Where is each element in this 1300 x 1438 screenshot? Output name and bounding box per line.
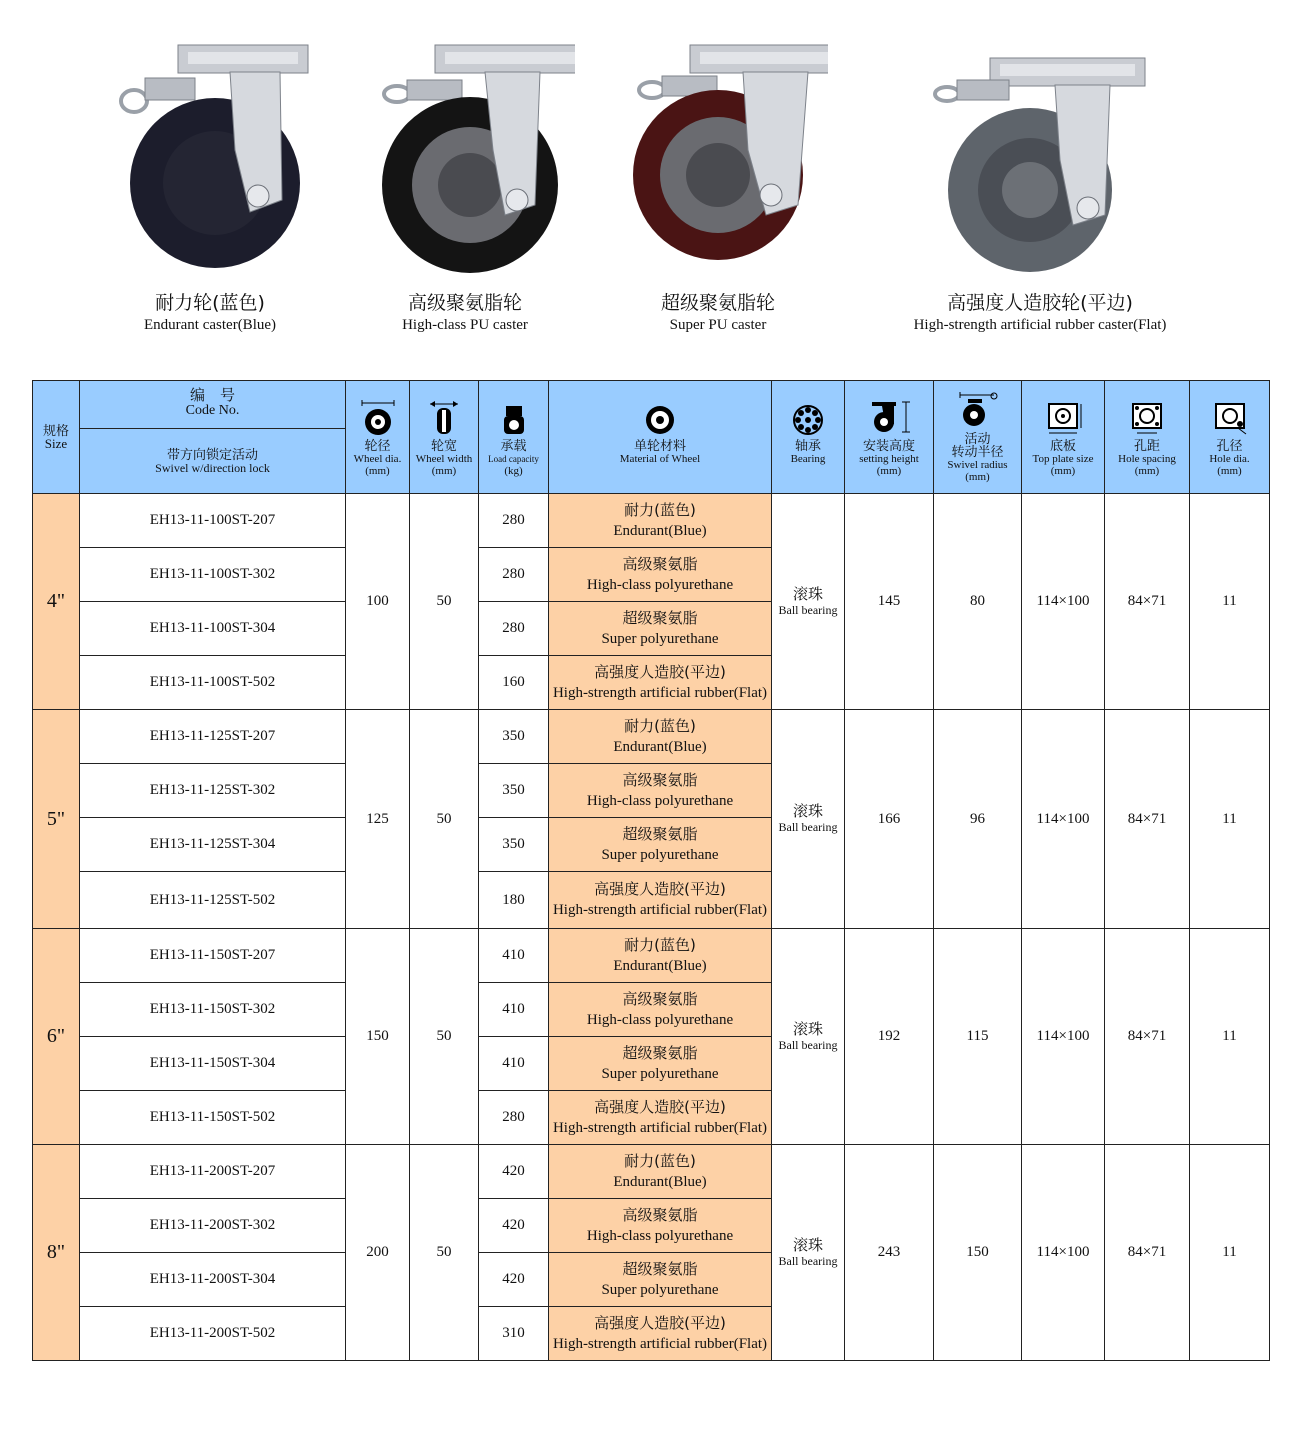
wheel-dia-icon [358,398,398,436]
bearing-zh: 滚珠 [792,1235,823,1254]
material-en: Endurant(Blue) [613,1173,707,1190]
material-en: Super polyurethane [601,630,719,647]
product-card [100,0,320,350]
material-cell [549,872,772,929]
code-cell: EH13-11-200ST-302 [80,1199,346,1253]
material-zh: 高级聚氨脂 [622,554,698,573]
header-hole-spacing [1105,381,1190,494]
wheel-dia-cell: 150 [346,929,410,1145]
product-name-zh: 超级聚氨脂轮 [660,292,775,314]
header-load-zh: 承载 [500,438,527,454]
setting-height-icon [864,398,914,436]
material-cell [549,656,772,710]
table-row [33,710,1270,764]
header-load-unit: (kg) [504,464,523,477]
header-wheel-dia-en: Wheel dia. [353,452,402,465]
bearing-en: Ball bearing [778,1253,838,1268]
material-en: Super polyurethane [601,1065,719,1082]
bearing-en: Ball bearing [778,820,838,834]
load-cell: 420 [479,1253,549,1307]
material-en: Endurant(Blue) [613,738,707,755]
wheel-width-cell: 50 [410,1145,479,1361]
plate-cell: 114×100 [1022,1145,1105,1361]
load-cell: 350 [479,818,549,872]
material-en: Super polyurethane [601,846,719,863]
product-name-en: High-class PU caster [402,317,528,333]
caster-image [100,0,320,285]
code-cell: EH13-11-100ST-302 [80,548,346,602]
size-cell: 5" [33,710,80,929]
material-en: High-class polyurethane [586,1011,734,1028]
swivel-radius-icon [954,391,1002,429]
material-cell [549,1253,772,1307]
bearing-icon [788,398,828,436]
header-plate [1022,381,1105,494]
material-en: Super polyurethane [601,1281,719,1298]
header-material-zh: 单轮材料 [633,438,686,454]
table-row [33,1145,1270,1199]
load-cell: 280 [479,602,549,656]
plate-cell: 114×100 [1022,710,1105,929]
header-swivel-radius-zh2: 转动半径 [951,445,1004,460]
header-swivel-lock-en: Swivel w/direction lock [155,460,270,475]
material-zh: 高强度人造胶(平边) [594,1097,726,1116]
product-card [355,0,575,350]
header-height [845,381,934,494]
hole-spacing-icon [1125,398,1169,436]
material-en: Endurant(Blue) [613,957,707,974]
load-cell: 420 [479,1145,549,1199]
material-cell [549,983,772,1037]
material-cell [549,602,772,656]
load-cell: 350 [479,710,549,764]
hole-dia-cell: 11 [1190,929,1270,1145]
swivel-radius-cell: 80 [934,494,1022,710]
material-zh: 高强度人造胶(平边) [594,880,726,898]
header-hole-dia-zh: 孔径 [1216,438,1243,454]
bearing-cell [772,494,845,710]
code-cell: EH13-11-150ST-502 [80,1091,346,1145]
material-zh: 超级聚氨脂 [622,1043,698,1062]
code-cell: EH13-11-150ST-304 [80,1037,346,1091]
bearing-zh: 滚珠 [792,1019,823,1038]
hole-dia-cell: 11 [1190,1145,1270,1361]
header-swivel-radius-en: Swivel radius [947,459,1008,471]
size-cell: 4" [33,494,80,710]
header-wheel-dia [346,381,410,494]
header-height-unit: (mm) [876,464,902,477]
plate-cell: 114×100 [1022,929,1105,1145]
size-cell: 8" [33,1145,80,1361]
header-wheel-dia-unit: (mm) [365,464,390,477]
header-hole-spacing-unit: (mm) [1134,464,1160,477]
load-cell: 410 [479,983,549,1037]
hole-spacing-cell: 84×71 [1105,494,1190,710]
height-cell: 192 [845,929,934,1145]
code-cell: EH13-11-125ST-502 [80,872,346,929]
spec-table [32,380,1270,1361]
load-cell: 280 [479,548,549,602]
material-zh: 高级聚氨脂 [622,989,698,1008]
material-cell [549,929,772,983]
product-name-en: Super PU caster [669,317,767,333]
header-bearing [772,381,845,494]
code-cell: EH13-11-150ST-207 [80,929,346,983]
header-code-en: Code No. [185,403,240,418]
header-wheel-width [410,381,479,494]
load-cell: 180 [479,872,549,929]
code-cell: EH13-11-100ST-304 [80,602,346,656]
material-cell [549,1091,772,1145]
code-cell: EH13-11-125ST-304 [80,818,346,872]
bearing-cell [772,710,845,929]
header-bearing-zh: 轴承 [794,438,821,454]
header-code [80,381,346,429]
load-cell: 280 [479,1091,549,1145]
header-code-zh: 编 号 [189,386,235,404]
caster-image [905,0,1175,285]
hole-spacing-cell: 84×71 [1105,929,1190,1145]
caster-image [355,0,575,285]
load-icon [494,398,534,436]
header-wheel-width-en: Wheel width [415,452,473,465]
material-cell [549,548,772,602]
table-row [33,494,1270,548]
header-plate-zh: 底板 [1049,438,1076,454]
header-swivel-radius-unit: (mm) [965,471,990,483]
code-cell: EH13-11-200ST-207 [80,1145,346,1199]
material-zh: 耐力(蓝色) [624,500,696,519]
load-cell: 280 [479,494,549,548]
load-cell: 350 [479,764,549,818]
hole-dia-icon [1208,398,1252,436]
header-size-en: Size [44,435,68,451]
code-cell: EH13-11-200ST-502 [80,1307,346,1361]
material-en: High-strength artificial rubber(Flat) [552,684,768,701]
header-swivel-radius-zh1: 活动 [964,432,991,447]
wheel-width-cell: 50 [410,929,479,1145]
load-cell: 420 [479,1199,549,1253]
product-name-en: Endurant caster(Blue) [143,317,277,333]
header-load [479,381,549,494]
bearing-en: Ball bearing [778,602,838,617]
header-hole-spacing-en: Hole spacing [1118,452,1176,465]
material-zh: 耐力(蓝色) [624,935,696,954]
product-name-zh: 耐力轮(蓝色) [155,292,265,314]
material-cell [549,494,772,548]
code-cell: EH13-11-125ST-302 [80,764,346,818]
material-zh: 超级聚氨脂 [622,824,698,843]
material-en: High-class polyurethane [586,1227,734,1244]
header-size-zh: 规格 [42,423,69,439]
material-en: High-class polyurethane [586,792,734,809]
product-name-zh: 高强度人造胶轮(平边) [947,292,1133,314]
wheel-width-icon [424,398,464,436]
material-zh: 耐力(蓝色) [624,1151,696,1170]
material-cell [549,1199,772,1253]
material-zh: 高级聚氨脂 [622,1205,698,1224]
header-wheel-width-unit: (mm) [431,464,457,477]
header-bearing-en: Bearing [790,452,826,465]
material-zh: 高强度人造胶(平边) [594,662,726,681]
product-name-en: High-strength artificial rubber caster(Flat) [913,317,1167,333]
wheel-dia-cell: 125 [346,710,410,929]
header-height-zh: 安装高度 [862,438,915,454]
code-cell: EH13-11-150ST-302 [80,983,346,1037]
swivel-radius-cell: 150 [934,1145,1022,1361]
material-cell [549,710,772,764]
height-cell: 243 [845,1145,934,1361]
hole-dia-cell: 11 [1190,710,1270,929]
header-height-en: setting height [859,452,919,465]
spec-table-body [33,494,1270,1361]
material-zh: 超级聚氨脂 [622,608,698,627]
hole-spacing-cell: 84×71 [1105,1145,1190,1361]
header-load-en: Load capacity [488,453,539,464]
header-hole-spacing-zh: 孔距 [1133,438,1160,454]
material-cell [549,818,772,872]
code-cell: EH13-11-125ST-207 [80,710,346,764]
load-cell: 310 [479,1307,549,1361]
code-cell: EH13-11-100ST-207 [80,494,346,548]
bearing-zh: 滚珠 [792,584,823,603]
height-cell: 166 [845,710,934,929]
material-en: High-strength artificial rubber(Flat) [552,1119,768,1136]
product-name-zh: 高级聚氨脂轮 [407,292,522,314]
material-en: High-strength artificial rubber(Flat) [552,902,768,918]
wheel-dia-cell: 200 [346,1145,410,1361]
header-size [33,381,80,494]
header-material [549,381,772,494]
material-cell [549,1307,772,1361]
header-swivel-lock-zh: 带方向锁定活动 [166,447,258,463]
wheel-dia-cell: 100 [346,494,410,710]
header-wheel-dia-zh: 轮径 [364,438,391,454]
material-en: High-strength artificial rubber(Flat) [552,1335,768,1352]
load-cell: 410 [479,929,549,983]
material-zh: 耐力(蓝色) [624,716,696,735]
header-material-en: Material of Wheel [619,452,701,465]
header-swivel-lock [80,429,346,494]
bearing-en: Ball bearing [778,1037,838,1052]
swivel-radius-cell: 115 [934,929,1022,1145]
code-cell: EH13-11-100ST-502 [80,656,346,710]
load-cell: 160 [479,656,549,710]
wheel-width-cell: 50 [410,494,479,710]
plate-cell: 114×100 [1022,494,1105,710]
header-plate-en: Top plate size [1032,452,1094,465]
height-cell: 145 [845,494,934,710]
wheel-width-cell: 50 [410,710,479,929]
material-icon [640,398,680,436]
header-swivel-radius [934,381,1022,494]
header-hole-dia-en: Hole dia. [1209,452,1250,465]
swivel-radius-cell: 96 [934,710,1022,929]
material-zh: 高级聚氨脂 [622,770,698,789]
material-zh: 超级聚氨脂 [622,1259,698,1278]
load-cell: 410 [479,1037,549,1091]
bearing-zh: 滚珠 [792,802,823,820]
header-wheel-width-zh: 轮宽 [430,438,457,454]
product-gallery [0,0,1300,350]
header-plate-unit: (mm) [1050,464,1076,477]
material-cell [549,1037,772,1091]
header-hole-dia [1190,381,1270,494]
product-card [905,0,1175,350]
table-row [33,929,1270,983]
material-zh: 高强度人造胶(平边) [594,1313,726,1332]
caster-image [608,0,828,285]
top-plate-icon [1041,398,1085,436]
material-en: Endurant(Blue) [613,522,707,539]
code-cell: EH13-11-200ST-304 [80,1253,346,1307]
material-en: High-class polyurethane [586,576,734,593]
product-card [608,0,828,350]
bearing-cell [772,929,845,1145]
size-cell: 6" [33,929,80,1145]
header-hole-dia-unit: (mm) [1217,464,1242,477]
material-cell [549,1145,772,1199]
bearing-cell [772,1145,845,1361]
hole-spacing-cell: 84×71 [1105,710,1190,929]
material-cell [549,764,772,818]
hole-dia-cell: 11 [1190,494,1270,710]
